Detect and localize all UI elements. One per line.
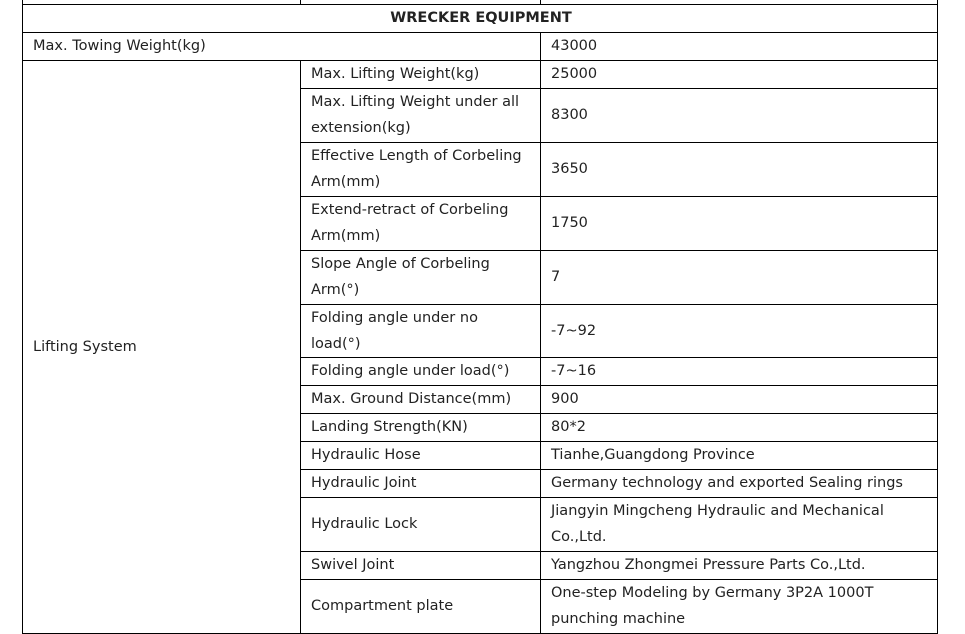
row-value: 80*2 <box>541 413 938 441</box>
row-value: One-step Modeling by Germany 3P2A 1000T punching machine <box>541 579 938 633</box>
row-value: Yangzhou Zhongmei Pressure Parts Co.,Ltd. <box>541 551 938 579</box>
table-title-row <box>23 4 938 32</box>
row-label: Max. Lifting Weight under all extension(kg) <box>301 88 541 142</box>
row-value: -7~92 <box>541 304 938 357</box>
row-value: 3650 <box>541 142 938 196</box>
towing-label: Max. Towing Weight(kg) <box>23 32 541 60</box>
table-row <box>23 60 938 88</box>
row-value: 900 <box>541 385 938 413</box>
row-label: Hydraulic Lock <box>301 497 541 551</box>
row-label: Max. Ground Distance(mm) <box>301 385 541 413</box>
row-label: Max. Lifting Weight(kg) <box>301 60 541 88</box>
row-label: Swivel Joint <box>301 551 541 579</box>
row-value: Tianhe,Guangdong Province <box>541 441 938 469</box>
row-label: Folding angle under load(°) <box>301 357 541 385</box>
row-value: -7~16 <box>541 357 938 385</box>
row-label: Folding angle under no load(°) <box>301 304 541 357</box>
row-value: Germany technology and exported Sealing rings <box>541 469 938 497</box>
row-label: Landing Strength(KN) <box>301 413 541 441</box>
lifting-system-label: Lifting System <box>23 60 301 633</box>
row-label: Compartment plate <box>301 579 541 633</box>
row-label: Hydraulic Hose <box>301 441 541 469</box>
row-label: Slope Angle of Corbeling Arm(°) <box>301 250 541 304</box>
row-value: 1750 <box>541 196 938 250</box>
table-title: WRECKER EQUIPMENT <box>23 4 938 32</box>
row-label: Effective Length of Corbeling Arm(mm) <box>301 142 541 196</box>
table-row <box>23 32 938 60</box>
towing-value: 43000 <box>541 32 938 60</box>
row-label: Extend-retract of Corbeling Arm(mm) <box>301 196 541 250</box>
row-value: Jiangyin Mingcheng Hydraulic and Mechanical Co.,Ltd. <box>541 497 938 551</box>
row-value: 8300 <box>541 88 938 142</box>
row-value: 7 <box>541 250 938 304</box>
row-label: Hydraulic Joint <box>301 469 541 497</box>
spec-table <box>22 0 938 634</box>
row-value: 25000 <box>541 60 938 88</box>
